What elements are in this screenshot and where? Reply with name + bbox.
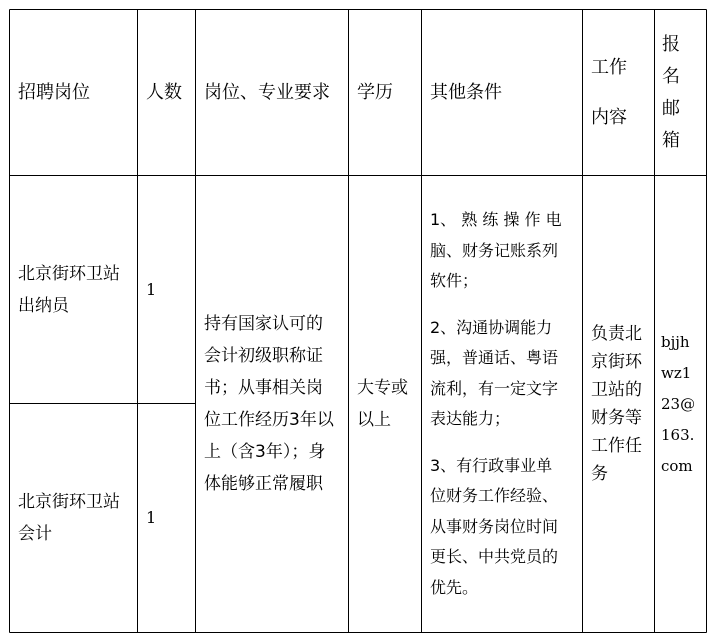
condition-line: 2、沟通协调能力 (430, 317, 553, 337)
condition-item (430, 451, 558, 604)
header-email (662, 10, 706, 175)
email-line: 23@ (661, 394, 696, 413)
requirements-cell (204, 176, 348, 632)
condition-line: 表达能力； (430, 409, 511, 428)
header-requirements-text: 岗位、专业要求 (204, 81, 330, 103)
header-duty-line: 内容 (591, 106, 627, 128)
position-line: 北京街环卫站 (18, 492, 120, 512)
requirements-line: 持有国家认可的 (204, 314, 323, 334)
header-position-text: 招聘岗位 (18, 81, 90, 103)
header-other (430, 10, 582, 175)
education-line: 大专或 (357, 378, 408, 398)
requirements-line: 体能够正常履职 (204, 474, 323, 494)
header-education-text: 学历 (357, 81, 393, 103)
row-accountant-count (146, 404, 196, 632)
header-duty (591, 10, 654, 175)
condition-line: 软件； (430, 271, 479, 290)
duty-line: 务 (591, 464, 608, 484)
header-duty-line: 工作 (591, 56, 627, 78)
row-cashier-count (146, 176, 196, 403)
count-value: 1 (146, 508, 157, 527)
duty-line: 卫站的 (591, 380, 642, 400)
header-email-char: 箱 (662, 129, 680, 151)
duty-line: 负责北 (591, 324, 642, 344)
row-accountant-position (18, 404, 137, 632)
duty-line: 财务等 (591, 408, 642, 428)
header-count (146, 10, 196, 175)
header-other-text: 其他条件 (430, 81, 502, 103)
requirements-line: 会计初级职称证 (204, 346, 323, 366)
position-line: 出纳员 (18, 295, 69, 316)
condition-item (430, 205, 562, 297)
row-cashier-position (18, 176, 137, 403)
header-email-char: 邮 (662, 97, 680, 119)
header-position (18, 10, 137, 175)
condition-line: 流利，有一定文字 (430, 378, 559, 398)
condition-line: 3、有行政事业单 (430, 455, 553, 475)
requirements-line: 位工作经历3年以 (204, 410, 334, 430)
education-cell (357, 176, 421, 632)
header-email-char: 名 (662, 65, 680, 87)
count-value: 1 (146, 279, 157, 299)
condition-item (430, 313, 558, 435)
condition-line: 更长、中共党员的 (430, 547, 559, 566)
condition-line: 强，普通话、粤语 (430, 348, 559, 367)
requirements-line: 书；从事相关岗 (204, 378, 323, 398)
position-line: 会计 (18, 524, 52, 544)
email-line: bjjh (661, 332, 690, 351)
email-line: wz1 (661, 363, 692, 382)
email-line: com (661, 456, 693, 475)
other-conditions-cell (430, 176, 578, 632)
header-requirements (204, 10, 348, 175)
header-education (357, 10, 421, 175)
header-count-text: 人数 (146, 81, 182, 103)
condition-line: 位财务工作经验、 (430, 486, 559, 505)
position-line: 北京街环卫站 (18, 263, 120, 284)
duty-line: 京街环 (591, 352, 642, 372)
requirements-line: 上（含3年）；身 (204, 442, 326, 462)
duty-line: 工作任 (591, 436, 642, 456)
education-line: 以上 (357, 410, 391, 430)
email-line: 163. (661, 425, 695, 444)
header-email-char: 报 (662, 33, 680, 55)
email-cell (661, 176, 706, 632)
condition-line: 脑、财务记账系列 (430, 240, 559, 260)
duty-cell (591, 176, 654, 632)
condition-line: 从事财务岗位时间 (430, 516, 559, 536)
condition-line: 1、 熟 练 操 作 电 (430, 210, 562, 229)
condition-line: 优先。 (430, 577, 479, 597)
